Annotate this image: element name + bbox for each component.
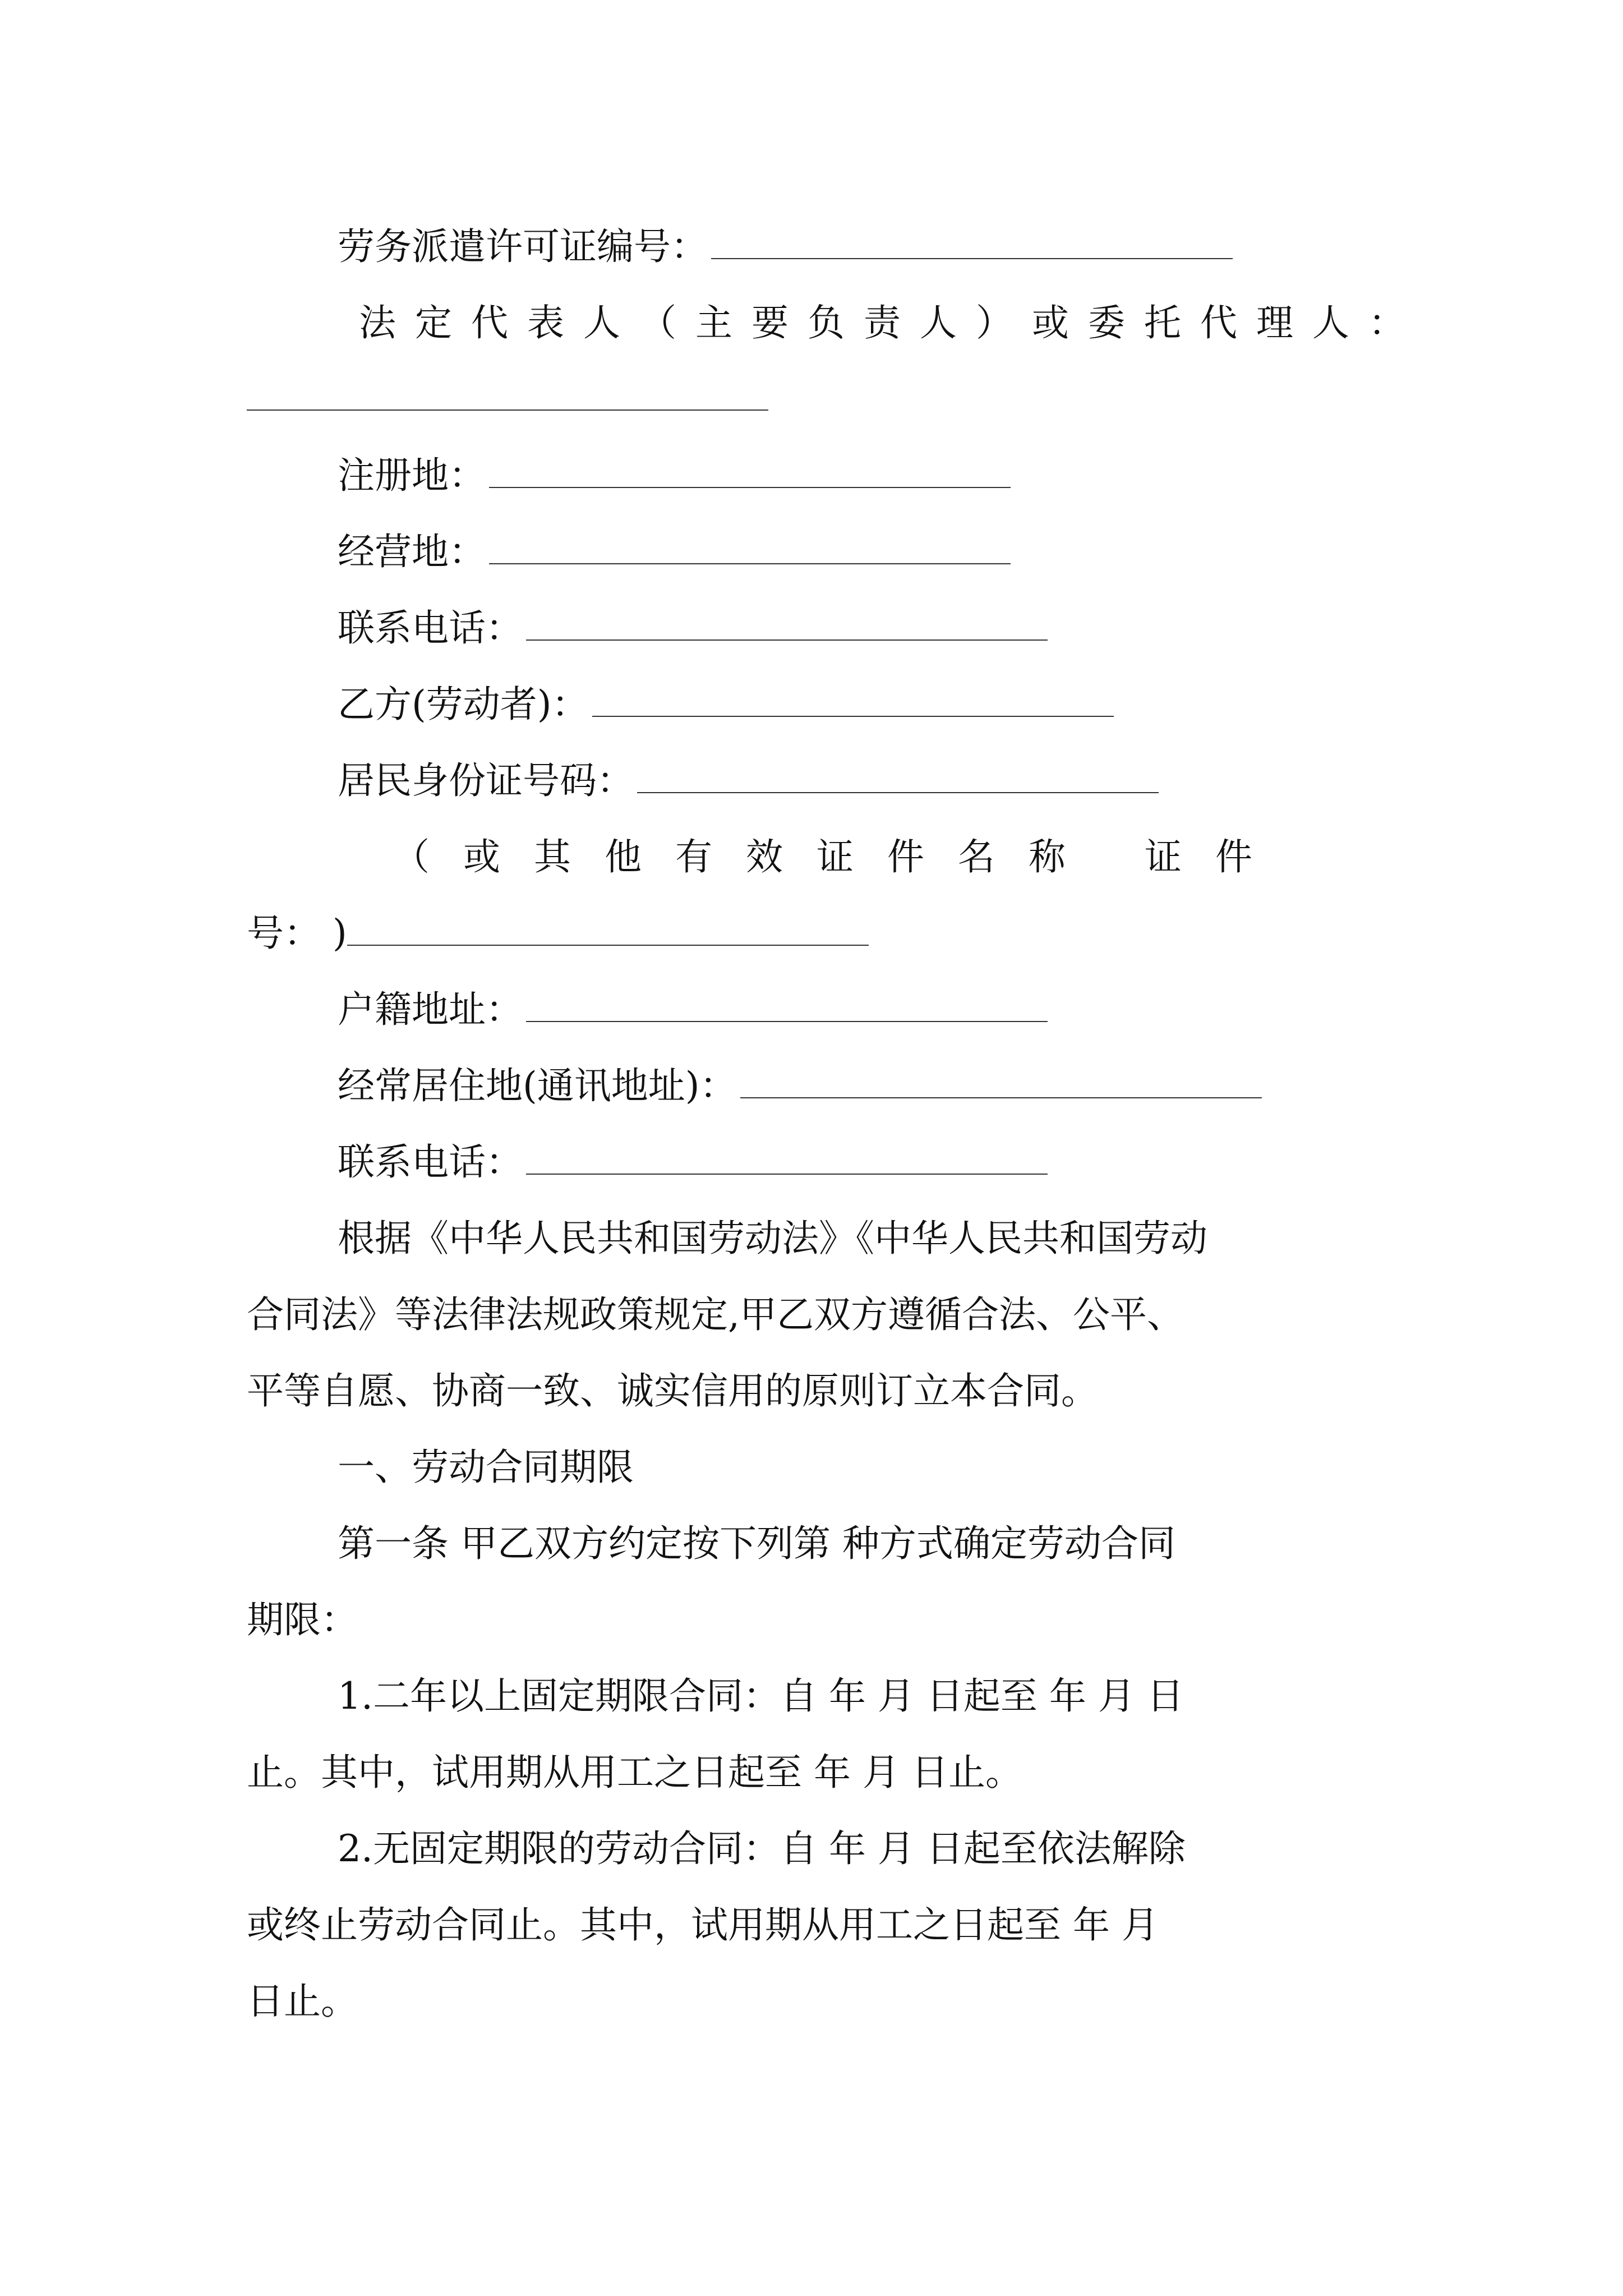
party-b-field[interactable]	[592, 684, 1114, 717]
party-b-row	[338, 682, 1114, 727]
id-number-field[interactable]	[637, 761, 1159, 793]
id-number-label: 居民身份证号码：	[338, 759, 634, 802]
household-address-row	[338, 987, 1048, 1032]
household-address-label: 户籍地址：	[338, 988, 523, 1031]
other-id-field[interactable]	[347, 913, 869, 946]
legal-representative-field[interactable]	[247, 378, 768, 411]
legal-representative-label: 法定代表人（主要负责人）或委托代理人：	[359, 301, 1424, 344]
item-2-line-3: 日止。	[247, 1980, 358, 2023]
other-id-number-label: 号： )	[247, 912, 347, 955]
household-address-field[interactable]	[526, 990, 1048, 1022]
section-heading: 一、劳动合同期限	[338, 1446, 634, 1489]
preamble-line-2: 合同法》等法律法规政策规定,甲乙双方遵循合法、公平、	[247, 1293, 1184, 1336]
preamble-line-1: 根据《中华人民共和国劳动法》《中华人民共和国劳动	[338, 1217, 1207, 1260]
item-2-line-1: 2.无固定期限的劳动合同：自 年 月 日起至依法解除	[338, 1827, 1186, 1870]
id-number-row	[338, 758, 1159, 803]
residence-address-label: 经常居住地(通讯地址)：	[338, 1064, 737, 1107]
party-a-phone-field[interactable]	[526, 608, 1048, 641]
party-a-phone-label: 联系电话：	[338, 606, 523, 650]
business-address-field[interactable]	[489, 532, 1011, 564]
article-1-line-2: 期限：	[247, 1598, 358, 1641]
other-id-row	[247, 911, 869, 956]
registered-address-row	[338, 453, 1011, 498]
item-2-line-2: 或终止劳动合同止。其中，试用期从用工之日起至 年 月	[247, 1903, 1159, 1947]
license-number-row	[338, 224, 1233, 269]
party-b-phone-label: 联系电话：	[338, 1140, 523, 1184]
preamble-line-3: 平等自愿、协商一致、诚实信用的原则订立本合同。	[247, 1369, 1098, 1412]
item-1-line-1: 1.二年以上固定期限合同：自 年 月 日起至 年 月 日	[338, 1674, 1184, 1718]
article-1-line-1: 第一条 甲乙双方约定按下列第 种方式确定劳动合同	[338, 1522, 1175, 1565]
party-b-label: 乙方(劳动者)：	[338, 683, 589, 726]
legal-representative-row	[247, 376, 768, 421]
registered-address-field[interactable]	[489, 455, 1011, 488]
business-address-row	[338, 530, 1011, 574]
item-1-line-2: 止。其中，试用期从用工之日起至 年 月 日止。	[247, 1751, 1022, 1794]
party-b-phone-field[interactable]	[526, 1142, 1048, 1175]
residence-address-row	[338, 1064, 1262, 1108]
license-number-label: 劳务派遣许可证编号：	[338, 225, 708, 268]
party-b-phone-row	[338, 1140, 1048, 1185]
business-address-label: 经营地：	[338, 530, 486, 573]
party-a-phone-row	[338, 606, 1048, 651]
license-number-field[interactable]	[711, 227, 1233, 259]
residence-address-field[interactable]	[740, 1066, 1262, 1098]
other-id-label: （或其他有效证件名称 证件	[393, 835, 1286, 878]
registered-address-label: 注册地：	[338, 454, 486, 497]
